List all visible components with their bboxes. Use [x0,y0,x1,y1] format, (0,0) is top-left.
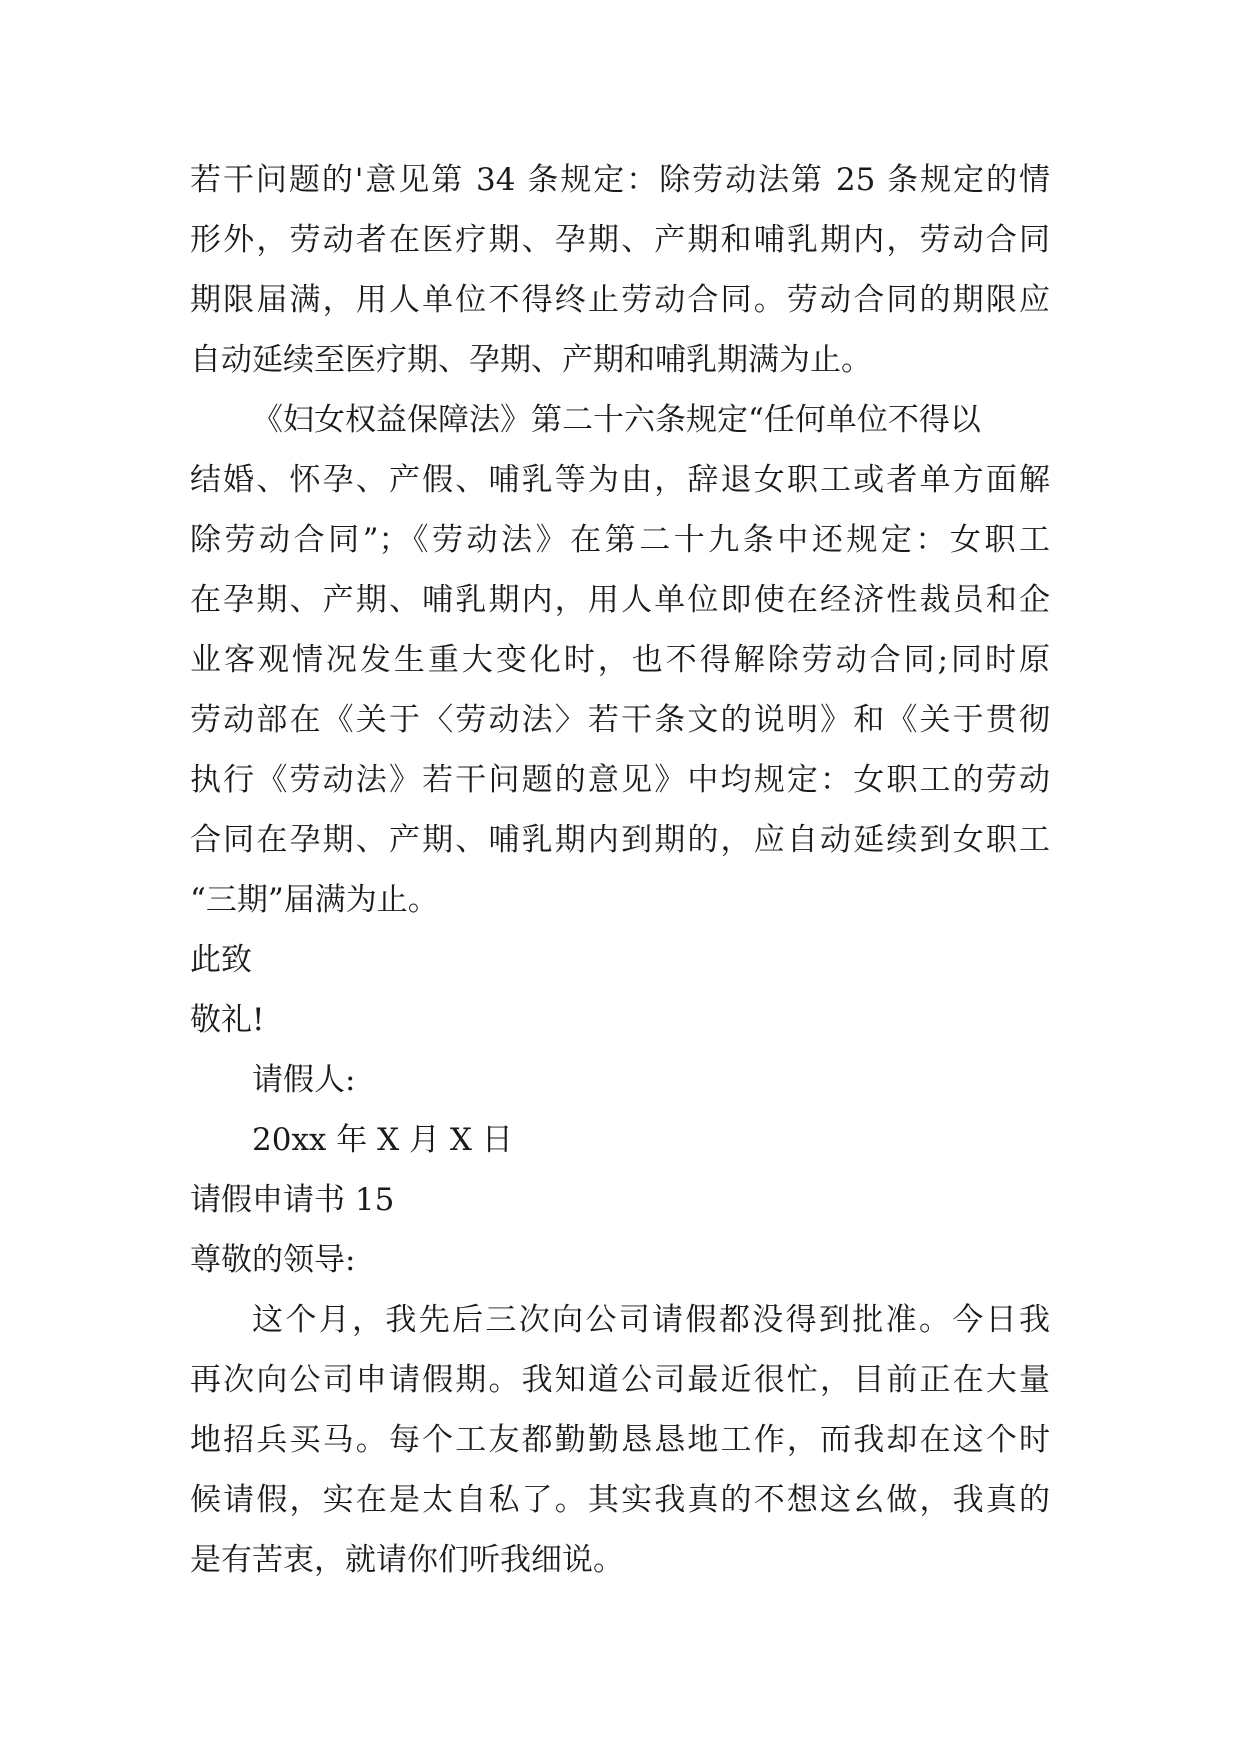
applicant-label: 请假人: [252,1062,356,1098]
paragraph-line: 劳动部在《关于〈劳动法〉若干条文的说明》和《关于贯彻 [190,702,1050,738]
paragraph-line: 业客观情况发生重大变化时，也不得解除劳动合同;同时原 [190,642,1050,678]
section-title: 请假申请书 15 [190,1182,395,1218]
salutation: 尊敬的领导: [190,1242,356,1278]
paragraph-line: 形外，劳动者在医疗期、孕期、产期和哺乳期内，劳动合同 [190,222,1050,258]
paragraph-line: 结婚、怀孕、产假、哺乳等为由，辞退女职工或者单方面解 [190,462,1050,498]
paragraph-line: 期限届满，用人单位不得终止劳动合同。劳动合同的期限应 [190,282,1050,318]
paragraph-line: 是有苦衷，就请你们听我细说。 [190,1542,624,1578]
paragraph-line: 《妇女权益保障法》第二十六条规定“任何单位不得以 [252,402,981,438]
paragraph-line: 在孕期、产期、哺乳期内，用人单位即使在经济性裁员和企 [190,582,1050,618]
closing-line: 敬礼! [190,1002,265,1038]
paragraph-line: 再次向公司申请假期。我知道公司最近很忙，目前正在大量 [190,1362,1050,1398]
paragraph-line: 候请假，实在是太自私了。其实我真的不想这幺做，我真的 [190,1482,1050,1518]
paragraph-line: 合同在孕期、产期、哺乳期内到期的，应自动延续到女职工 [190,822,1050,858]
date-line: 20xx 年 X 月 X 日 [252,1122,513,1158]
paragraph-line: 这个月，我先后三次向公司请假都没得到批准。今日我 [252,1302,1050,1338]
paragraph-line: 执行《劳动法》若干问题的意见》中均规定：女职工的劳动 [190,762,1050,798]
closing-line: 此致 [190,942,252,978]
paragraph-line: 若干问题的'意见第 34 条规定：除劳动法第 25 条规定的情 [190,162,1050,198]
paragraph-line: 自动延续至医疗期、孕期、产期和哺乳期满为止。 [190,342,872,378]
paragraph-line: 除劳动合同”；《劳动法》在第二十九条中还规定：女职工 [190,522,1050,558]
paragraph-line: 地招兵买马。每个工友都勤勤恳恳地工作，而我却在这个时 [190,1422,1050,1458]
paragraph-line: “三期”届满为止。 [190,882,439,918]
